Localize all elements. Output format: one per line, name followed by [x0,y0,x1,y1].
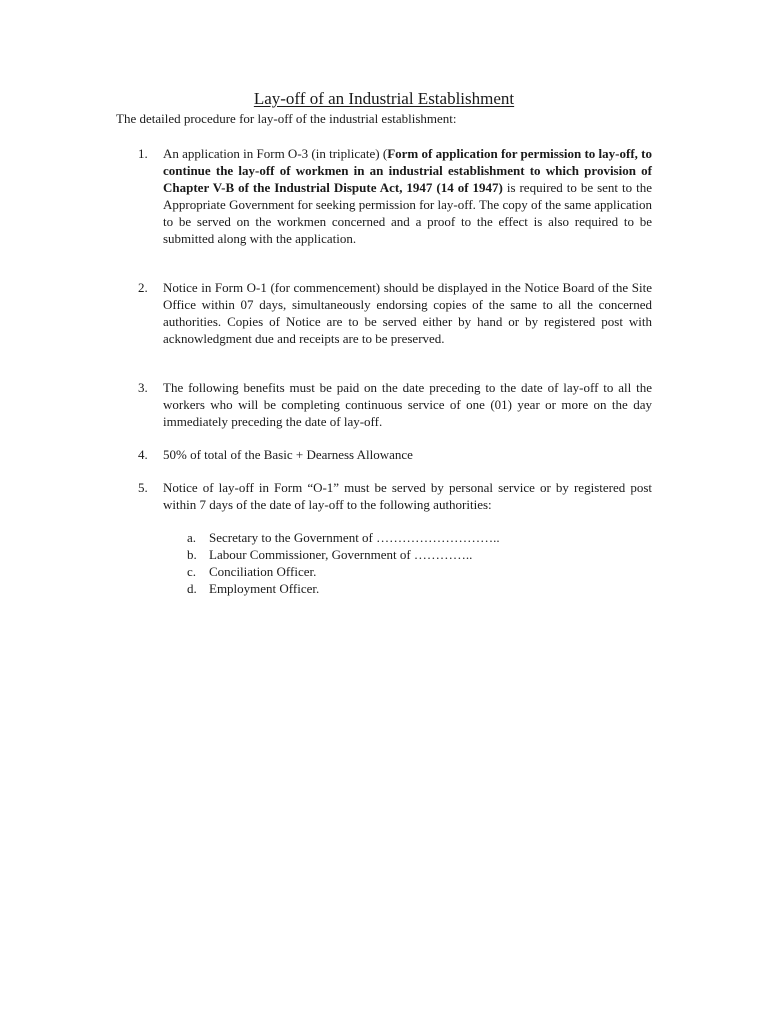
sub-list-item [187,580,320,597]
item-number: 3. [138,380,148,395]
sub-item-letter: d. [187,581,197,596]
sub-item-letter: a. [187,530,197,545]
sub-item-letter: b. [187,547,197,562]
item-number: 2. [138,280,148,295]
sub-list-item [187,563,317,580]
list-item [138,279,652,347]
sub-item-text: Conciliation Officer. [209,564,317,579]
list-item [138,145,652,247]
item-text: is required to be sent to the Appropriate Government for seeking permission for lay-off. The copy of the same application to be served on the workmen concerned and a proof to the effect is also required to be submitted along with the application. [163,180,652,246]
item-number: 4. [138,447,148,462]
document-title: Lay-off of an Industrial Establishment [253,89,515,108]
item-text: The following benefits must be paid on the date preceding to the date of lay-off to all the workers who will be completing continuous service of one (01) year or more on the day immediately preceding the date of lay-off. [163,380,652,429]
sub-item-text: Employment Officer. [209,581,320,596]
item-number: 1. [138,146,148,161]
item-number: 5. [138,480,148,495]
sub-item-text: Labour Commissioner, Government of ………….. [209,547,473,562]
intro-text: The detailed procedure for lay-off of the industrial establishment: [116,111,457,126]
item-text: Notice of lay-off in Form “O-1” must be served by personal service or by registered post within 7 days of the date of lay-off to the following authorities: [163,480,652,512]
item-text: Notice in Form O-1 (for commencement) should be displayed in the Notice Board of the Site Office within 07 days, simultaneously endorsing copies of the same to all the concerned authorities. Copies of Notice are to be served either by hand or by registered post with acknowledgment due and receipts are to be preserved. [163,280,652,346]
sub-item-letter: c. [187,564,197,579]
sub-list-item [187,529,500,546]
list-item [138,379,652,430]
sub-list-item [187,546,473,563]
list-item [138,446,652,463]
item-text: 50% of total of the Basic + Dearness Allowance [163,447,413,462]
list-item [138,479,652,513]
item-text: An application in Form O-3 (in triplicate) ( [163,146,388,161]
sub-item-text: Secretary to the Government of ……………………….. [209,530,500,545]
item-bold-text: Form of application for permission to lay-off, to continue the lay-off of workmen in an industrial establishment to which provision of Chapter V-B of the Industrial Dispute Act, 1947 (14 of 1947) [163,146,652,195]
